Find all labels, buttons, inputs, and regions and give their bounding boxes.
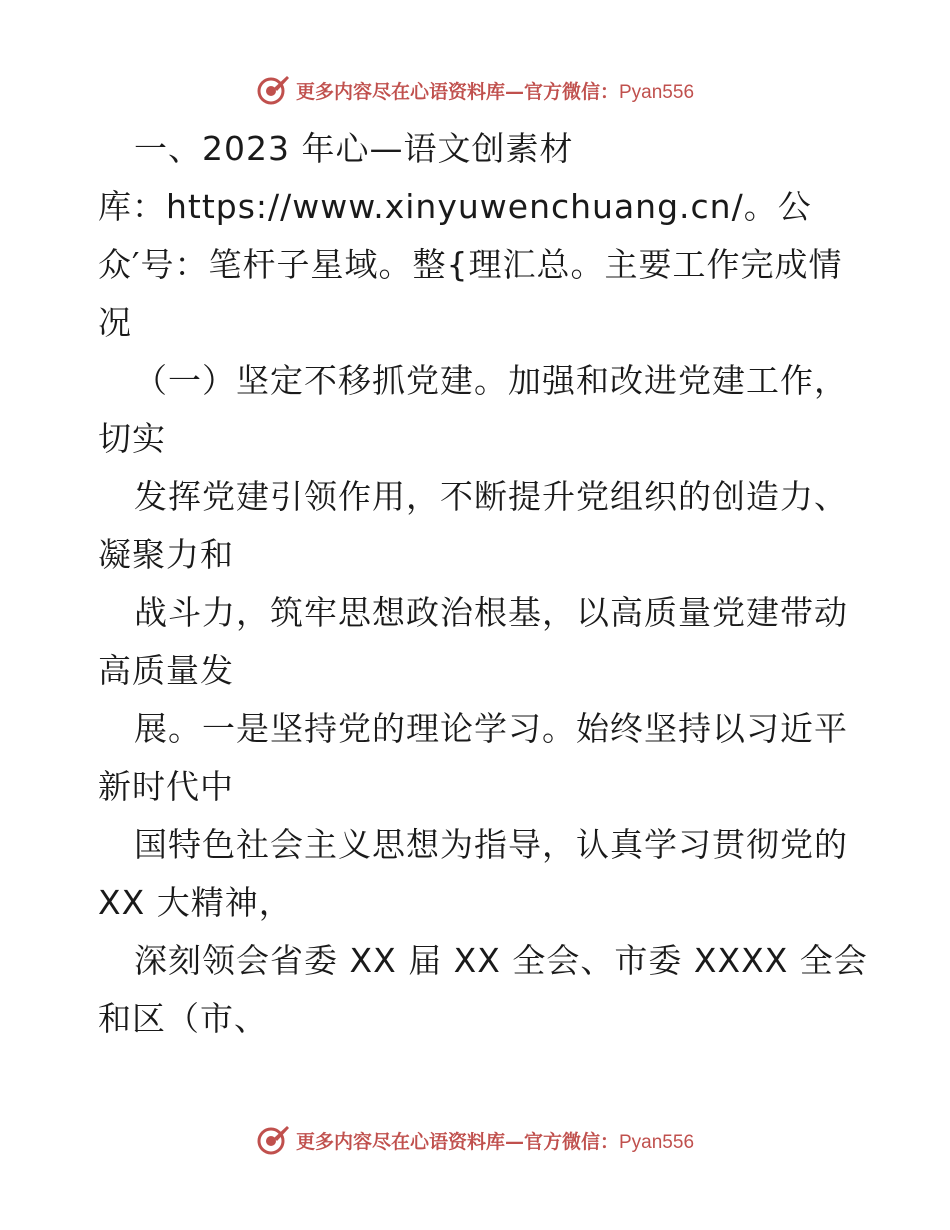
banner-text [296,1127,694,1154]
text-line: 高质量发 [98,651,234,690]
text-line: 展。一是坚持党的理论学习。始终坚持以习近平 [134,709,848,748]
text-line: 国特色社会主义思想为指导，认真学习贯彻党的 [134,825,848,864]
banner-separator: — [504,1130,524,1153]
text-line: 切实 [98,419,166,458]
text-line: XX 大精神， [98,883,293,922]
banner-wechat-label: 官方微信： [523,1130,619,1153]
text-line: （一）坚定不移抓党建。加强和改进党建工作， [134,361,848,400]
text-line: 凝聚力和 [98,535,234,574]
text-line: 战斗力，筑牢思想政治根基，以高质量党建带动 [134,593,848,632]
text-line: 新时代中 [98,767,234,806]
text-line: 库：https://www.xinyuwenchuang.cn/。公 [98,187,812,226]
document-body [98,120,868,1048]
text-line: 况 [98,303,132,342]
text-line: 深刻领会省委 XX 届 XX 全会、市委 XXXX 全会 [134,941,868,980]
text-line: 一、2023 年心—语文创素材 [134,129,574,168]
banner-title: 更多内容尽在心语资料库 [295,1130,505,1153]
banner-wechat-label: 官方微信： [523,80,619,103]
banner-text [296,77,694,104]
text-line: 众′号：笔杆子星域。整{理汇总。主要工作完成情 [98,245,843,284]
page-header-banner [0,70,950,110]
text-line: 发挥党建引领作用，不断提升党组织的创造力、 [134,477,848,516]
banner-wechat-id: Pyan556 [619,81,695,103]
text-line: 和区（市、 [98,999,268,1038]
pen-logo-icon [256,1123,290,1157]
banner-wechat-id: Pyan556 [619,1131,695,1153]
banner-separator: — [504,80,524,103]
page-footer-banner [0,1120,950,1160]
banner-title: 更多内容尽在心语资料库 [295,80,505,103]
pen-logo-icon [256,73,290,107]
